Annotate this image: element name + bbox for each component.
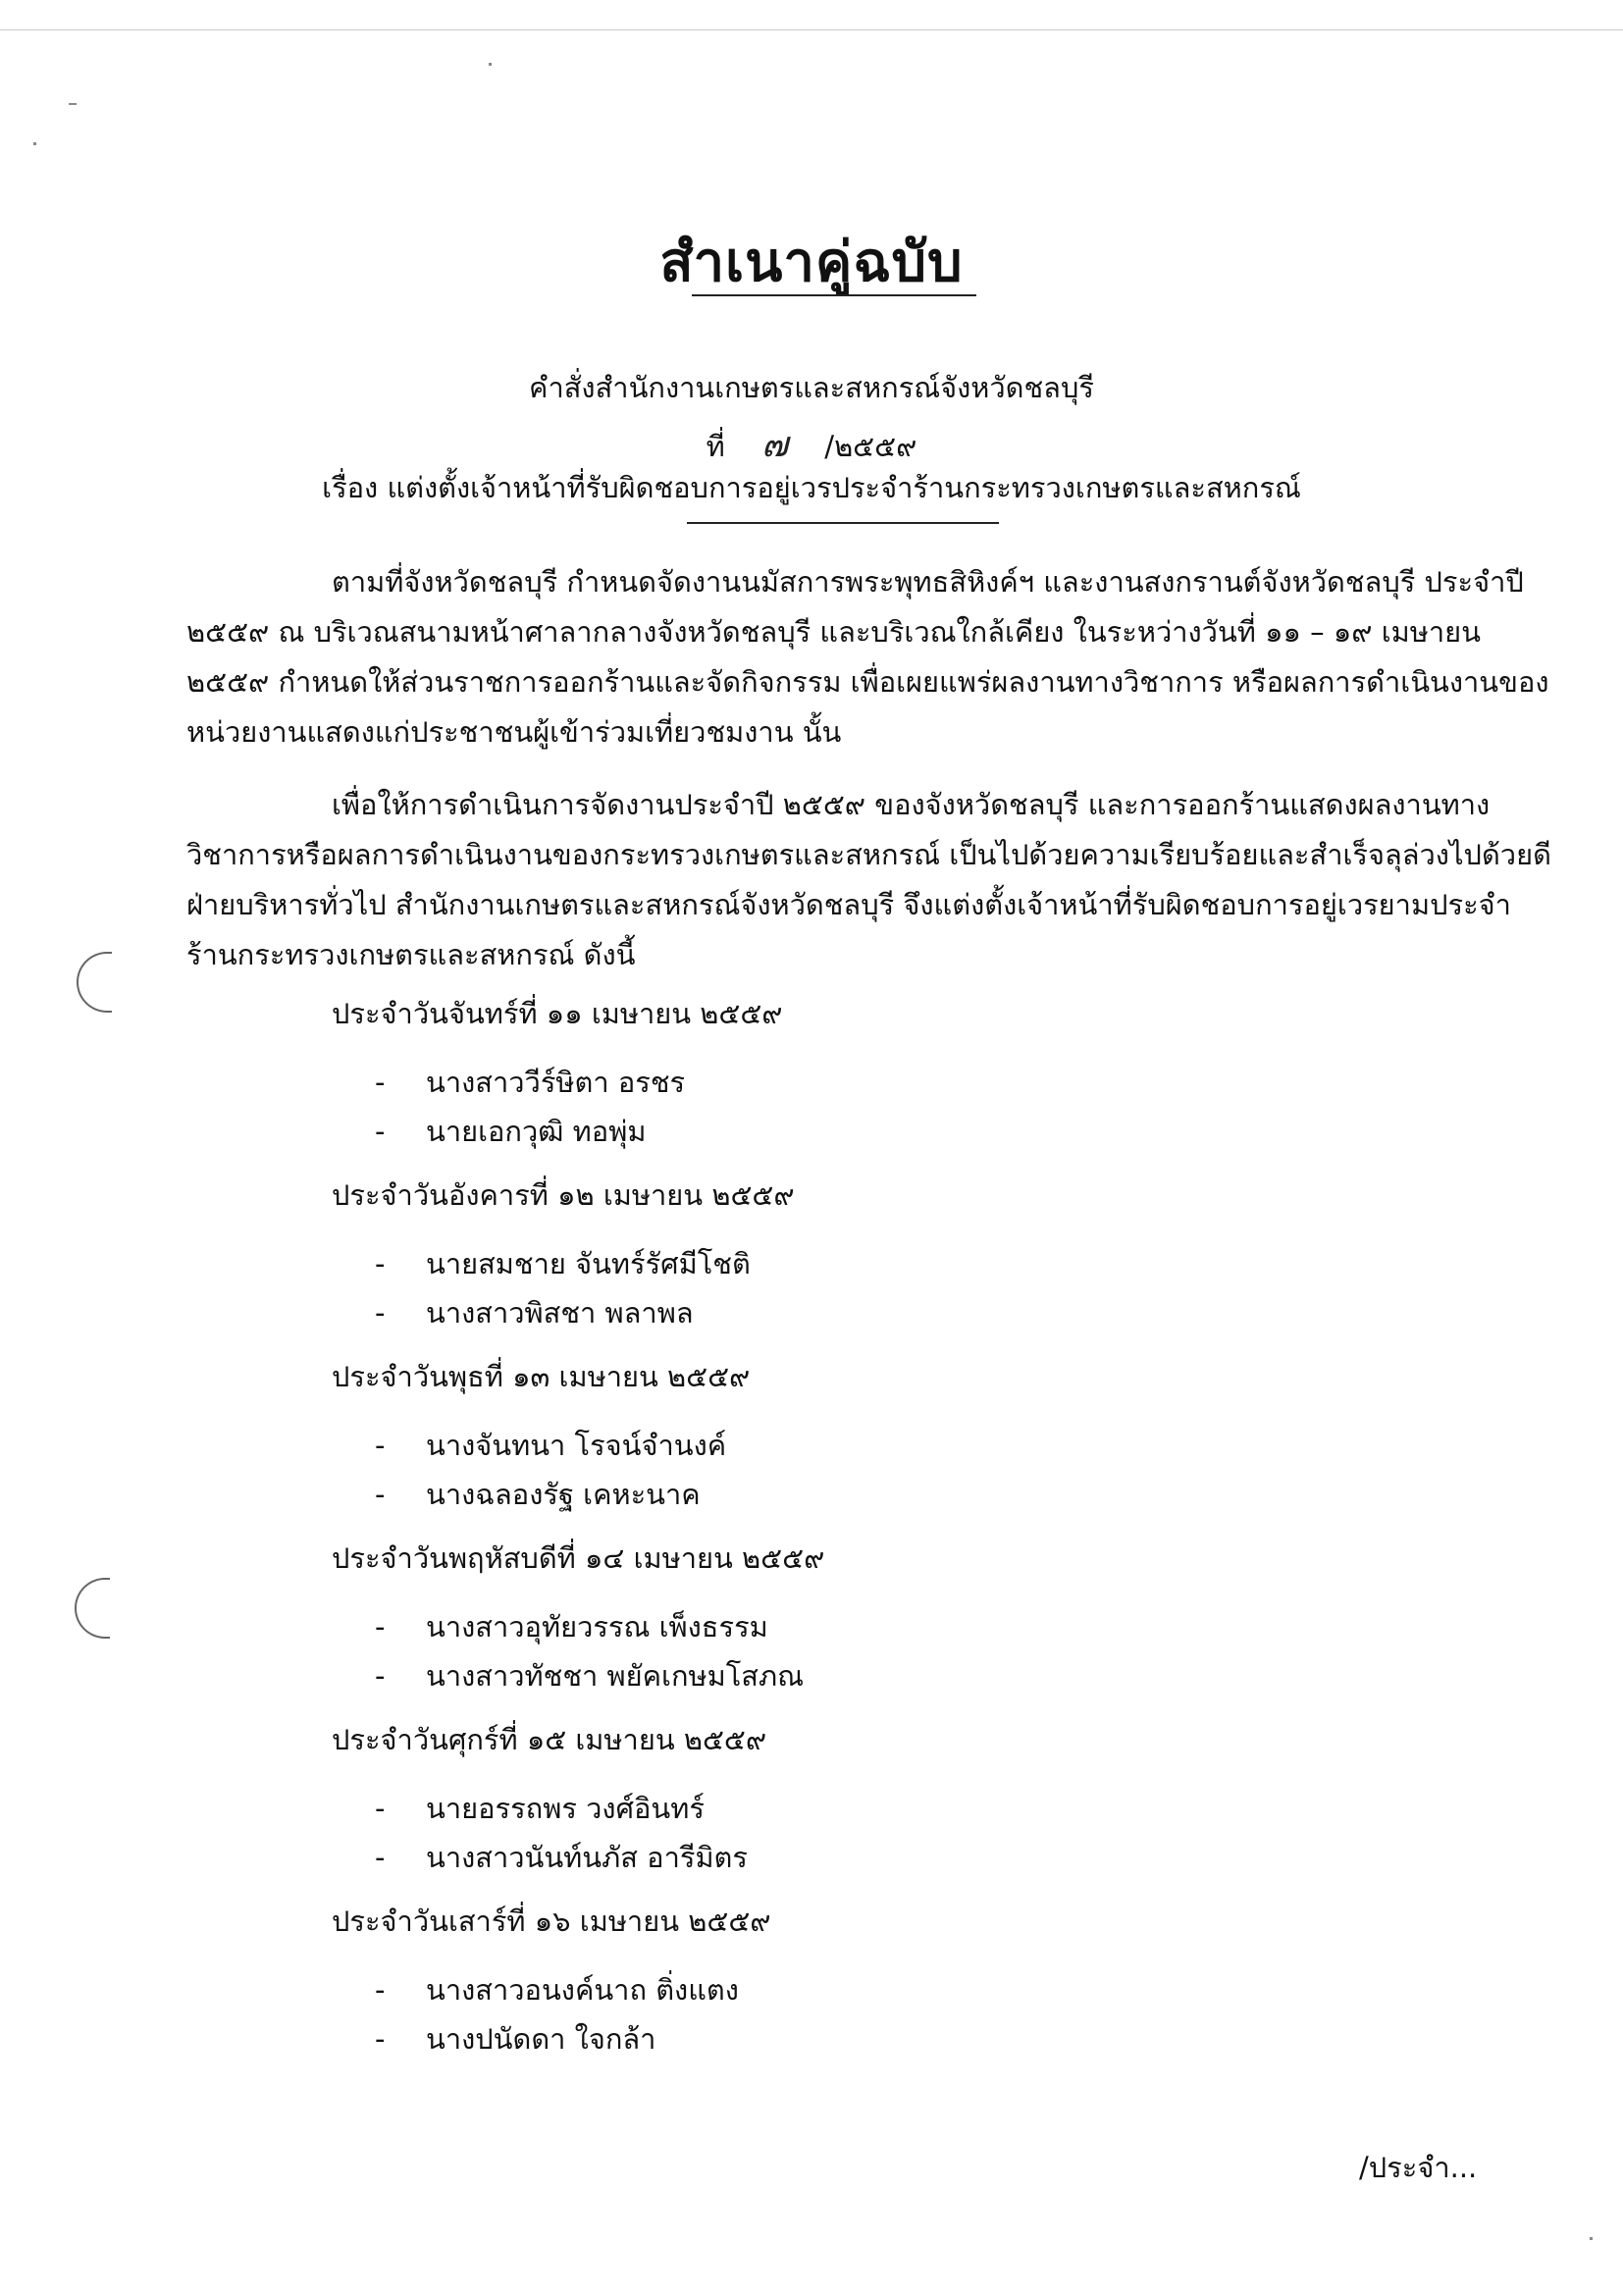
schedule-day-4: ประจำวันพฤหัสบดีที่ ๑๔ เมษายน ๒๕๕๙ [332, 1541, 825, 1575]
schedule-day-1: ประจำวันจันทร์ที่ ๑๑ เมษายน ๒๕๕๙ [332, 997, 783, 1030]
schedule-person: - นางสาวอุทัยวรรณ เพ็งธรรม [375, 1610, 768, 1644]
scan-speck [69, 103, 77, 105]
schedule-person: - นายเอกวุฒิ ทอพุ่ม [375, 1115, 647, 1148]
order-subject: เรื่อง แต่งตั้งเจ้าหน้าที่รับผิดชอบการอยู่เวรประจำร้านกระทรวงเกษตรและสหกรณ์ [322, 471, 1301, 504]
binder-hole [75, 1578, 110, 1639]
paragraph-2 [186, 780, 1551, 980]
paragraph-line: ร้านกระทรวงเกษตรและสหกรณ์ ดังนี้ [186, 938, 636, 971]
schedule-person: - นายอรรถพร วงศ์อินทร์ [375, 1792, 705, 1825]
paragraph-line: ตามที่จังหวัดชลบุรี กำหนดจัดงานนมัสการพระพุทธสิหิงค์ฯ และงานสงกรานต์จังหวัดชลบุรี ประจำปี [332, 565, 1524, 599]
schedule-person: - นางสาวพิสชา พลาพล [375, 1296, 694, 1330]
order-number-prefix: ที่ [706, 430, 725, 463]
scan-edge-line [0, 29, 1623, 30]
schedule-person: - นางฉลองรัฐ เคหะนาค [375, 1478, 701, 1511]
order-issuer: คำสั่งสำนักงานเกษตรและสหกรณ์จังหวัดชลบุรี [529, 371, 1094, 404]
schedule-day-6: ประจำวันเสาร์ที่ ๑๖ เมษายน ๒๕๕๙ [332, 1905, 771, 1938]
order-number-year: /๒๕๕๙ [824, 430, 917, 463]
paragraph-line: ๒๕๕๙ ณ บริเวณสนามหน้าศาลากลางจังหวัดชลบุรี และบริเวณใกล้เคียง ในระหว่างวันที่ ๑๑ – ๑๙ เมษายน [186, 615, 1481, 649]
schedule-day-3: ประจำวันพุธที่ ๑๓ เมษายน ๒๕๕๙ [332, 1360, 751, 1393]
scan-speck [1590, 2237, 1593, 2240]
schedule-day-2: ประจำวันอังคารที่ ๑๒ เมษายน ๒๕๕๙ [332, 1178, 795, 1212]
schedule-day-5: ประจำวันศุกร์ที่ ๑๕ เมษายน ๒๕๕๙ [332, 1723, 767, 1756]
order-number-handwritten: ๗ [761, 425, 789, 465]
paragraph-line: ฝ่ายบริหารทั่วไป สำนักงานเกษตรและสหกรณ์จังหวัดชลบุรี จึงแต่งตั้งเจ้าหน้าที่รับผิดชอบการอยู่เวรยามประจำ [186, 888, 1511, 921]
paragraph-1 [186, 557, 1549, 757]
paragraph-line: วิชาการหรือผลการดำเนินงานของกระทรวงเกษตรและสหกรณ์ เป็นไปด้วยความเรียบร้อยและสำเร็จลุล่วงไปด้วยดี [186, 838, 1551, 871]
schedule-person: - นางจันทนา โรจน์จำนงค์ [375, 1429, 727, 1462]
binder-hole [77, 952, 112, 1013]
paragraph-line: เพื่อให้การดำเนินการจัดงานประจำปี ๒๕๕๙ ของจังหวัดชลบุรี และการออกร้านแสดงผลงานทาง [332, 788, 1491, 821]
subject-underline [687, 522, 999, 524]
scan-speck [33, 142, 36, 145]
paragraph-line: หน่วยงานแสดงแก่ประชาชนผู้เข้าร่วมเที่ยวชมงาน นั้น [186, 715, 842, 749]
document-title: สำเนาคู่ฉบับ [659, 231, 964, 294]
schedule-person: - นางสาวทัชชา พยัคเกษมโสภณ [375, 1659, 805, 1693]
title-underline [692, 294, 976, 296]
schedule-person: - นางสาวนันท์นภัส อารีมิตร [375, 1841, 748, 1874]
schedule-person: - นางสาวอนงค์นาถ ติ่งแตง [375, 1973, 739, 2007]
schedule-person: - นางสาววีร์ษิตา อรชร [375, 1066, 686, 1099]
scan-speck [489, 63, 492, 66]
schedule-person: - นายสมชาย จันทร์รัศมีโชติ [375, 1247, 751, 1280]
continuation-marker: /ประจำ... [1359, 2151, 1478, 2184]
order-number [0, 416, 1623, 472]
schedule-person: - นางปนัดดา ใจกล้า [375, 2022, 656, 2056]
paragraph-line: ๒๕๕๙ กำหนดให้ส่วนราชการออกร้านและจัดกิจกรรม เพื่อเผยแพร่ผลงานทางวิชาการ หรือผลการดำเนินงานของ [186, 665, 1549, 699]
